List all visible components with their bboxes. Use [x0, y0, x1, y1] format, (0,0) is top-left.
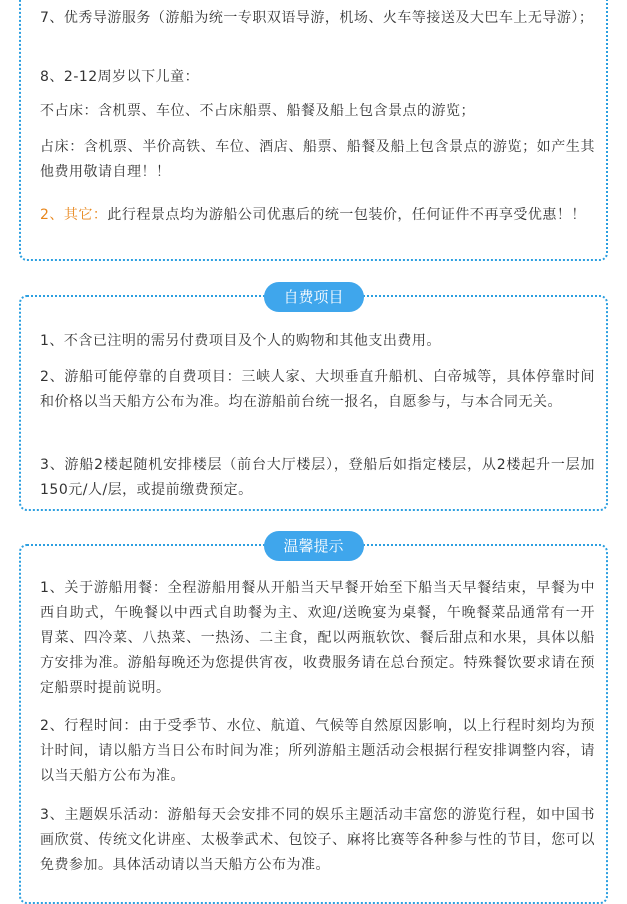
section-title-self-paid: 自费项目	[263, 282, 363, 312]
other-text: 此行程景点均为游船公司优惠后的统一包装价，任何证件不再享受优惠！！	[107, 207, 586, 223]
other-label: 2、其它：	[40, 207, 108, 223]
tip-item-3: 3、主题娱乐活动：游船每天会安排不同的娱乐主题活动丰富您的游览行程，如中国书画欣赏、传统文化讲座、太极拳武术、包饺子、麻将比赛等各种参与性的节目，您可以免费参加。具体活动请以当天船方公布为准。	[40, 807, 595, 873]
warm-tips-panel	[19, 537, 608, 904]
item-children-no-bed: 不占床：含机票、车位、不占床船票、船餐及船上包含景点的游览；	[40, 103, 475, 119]
self-paid-items-panel	[19, 288, 608, 511]
section-title-warm-tips: 温馨提示	[263, 531, 363, 561]
tip-item-1: 1、关于游船用餐：全程游船用餐从开船当天早餐开始至下船当天早餐结束，早餐为中西自助式，午晚餐以中西式自助餐为主、欢迎/送晚宴为桌餐，午晚餐菜品通常有一开胃菜、四冷菜、八热菜、一热汤、二主食，配以两瓶软饮、餐后甜点和水果，具体以船方安排为准。游船每晚还为您提供宵夜，收费服务请在总台预定。特殊餐饮要求请在预定船票时提前说明。	[40, 580, 595, 696]
self-paid-item-1: 1、不含已注明的需另付费项目及个人的购物和其他支出费用。	[40, 333, 441, 349]
tip-item-2: 2、行程时间：由于受季节、水位、航道、气候等自然原因影响，以上行程时刻均为预计时间，请以船方当日公布时间为准；所列游船主题活动会根据行程安排调整内容，请以当天船方公布为准。	[40, 718, 595, 784]
item-tour-guide: 7、优秀导游服务（游船为统一专职双语导游，机场、火车等接送及大巴车上无导游）；	[40, 10, 594, 26]
self-paid-item-3: 3、游船2楼起随机安排楼层（前台大厅楼层），登船后如指定楼层，从2楼起升一层加150元/人/层，或提前缴费预定。	[40, 457, 595, 498]
item-other	[40, 203, 595, 228]
item-children-with-bed: 占床：含机票、半价高铁、车位、酒店、船票、船餐及船上包含景点的游览；如产生其他费用敬请自理！！	[40, 139, 595, 180]
item-children-title: 8、2-12周岁以下儿童：	[40, 69, 200, 85]
self-paid-item-2: 2、游船可能停靠的自费项目：三峡人家、大坝垂直升船机、白帝城等，具体停靠时间和价格以当天船方公布为准。均在游船前台统一报名，自愿参与，与本合同无关。	[40, 369, 595, 410]
included-services-panel	[19, 0, 608, 261]
